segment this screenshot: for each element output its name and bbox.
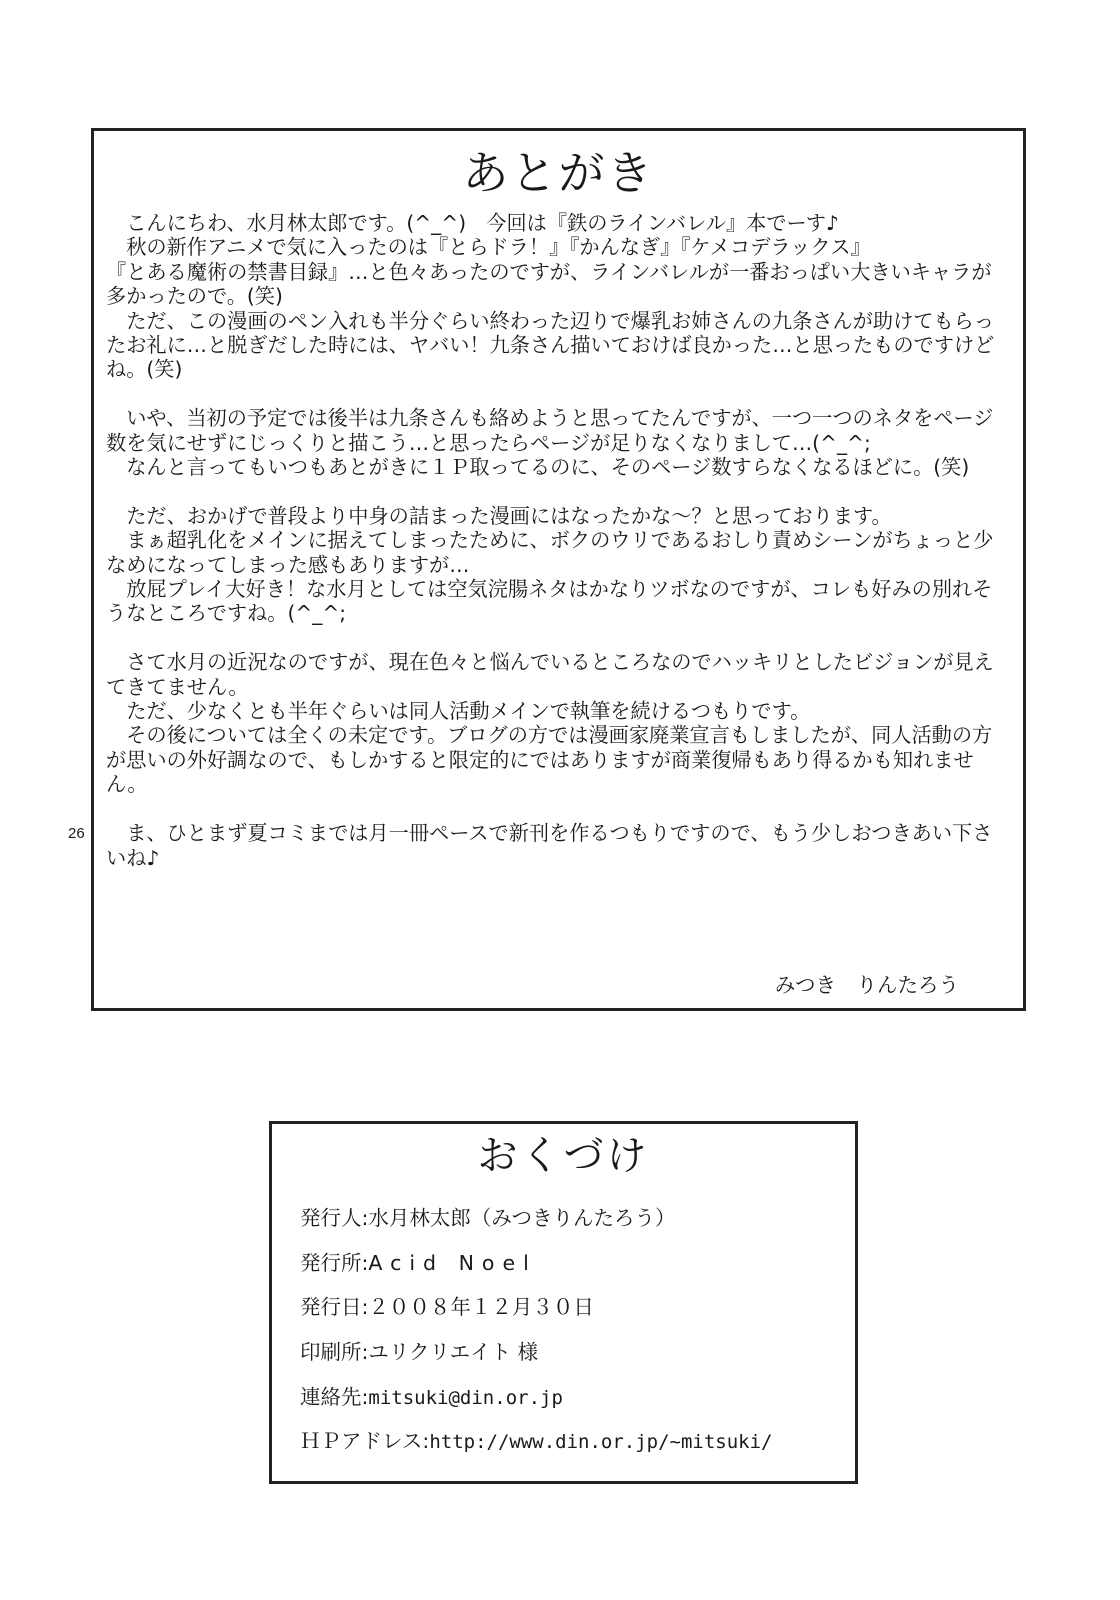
afterword-paragraph: なんと言ってもいつもあとがきに１Ｐ取ってるのに、そのページ数すらなくなるほどに。(笑) [126,455,970,480]
colophon-value: Acid Noel [368,1250,537,1275]
colophon-separator: : [361,1340,369,1365]
afterword-paragraph: ただ、おかげで普段より中身の詰まった漫画にはなったかな～？と思っております。 [126,503,892,528]
colophon-row-publisher [300,1206,845,1251]
colophon-label: 発行所 [300,1250,362,1275]
paragraph-gap [106,479,1011,503]
afterword-paragraph: こんにちわ、水月林太郎です。(^_^) 今回は『鉄のラインバレル』本でーす♪ [126,211,839,235]
contact-email: mitsuki@din.or.jp [368,1386,563,1409]
colophon-value: ２００８年１２月３０日 [368,1295,594,1320]
colophon-separator: : [361,1295,369,1320]
colophon-separator: : [361,1206,369,1230]
colophon-label: 発行日 [300,1295,362,1320]
colophon-label: 発行人 [300,1206,362,1230]
afterword-body [106,211,1011,870]
afterword-paragraph: さて水月の近況なのですが、現在色々と悩んでいるところなのでハッキリとしたビジョンが見えてきてません。 [106,650,994,699]
afterword-paragraph: ただ、この漫画のペン入れも半分ぐらい終わった辺りで爆乳お姉さんの九条さんが助けてもらったお礼に…と脱ぎだした時には、ヤバい！九条さん描いておけば良かった…と思ったものですけどね。(笑) [106,308,995,382]
afterword-paragraph: 秋の新作アニメで気に入ったのは『とらドラ！』『かんなぎ』『ケメコデラックス』 『とある魔術の禁書目録』…と色々あったのですが、ラインバレルが一番おっぱい大きいキャラが多かったので。(笑) [106,235,992,309]
paragraph-gap [106,797,1011,821]
author-signature: みつき りんたろう [774,973,959,997]
colophon-row-contact [300,1385,845,1430]
page-number: 26 [68,825,85,842]
colophon-row-publish-date [300,1295,845,1340]
colophon-row-homepage [300,1429,845,1474]
afterword-paragraph: ま、ひとまず夏コミまでは月一冊ペースで新刊を作るつもりですので、もう少しおつきあい下さいね♪ [106,821,993,870]
colophon-value: 水月林太郎（みつきりんたろう） [368,1206,676,1230]
afterword-paragraph: まぁ超乳化をメインに据えてしまったために、ボクのウリであるおしり責めシーンがちょっと少なめになってしまった感もありますが… [106,528,994,577]
homepage-url: http://www.din.or.jp/~mitsuki/ [429,1431,773,1454]
colophon-label: 印刷所 [300,1340,362,1365]
paragraph-gap [106,382,1011,406]
colophon-separator: : [422,1429,430,1454]
colophon-row-printer [300,1340,845,1385]
afterword-section [91,128,1026,1011]
colophon-label: 連絡先 [300,1384,362,1409]
afterword-title: あとがき [462,146,655,200]
colophon-row-publishing-house [300,1251,845,1296]
colophon-title: おくづけ [477,1133,650,1179]
paragraph-gap [106,626,1011,650]
colophon-separator: : [361,1384,369,1409]
colophon-separator: : [361,1250,369,1275]
afterword-paragraph: 放屁プレイ大好き！な水月としては空気浣腸ネタはかなりツボなのですが、コレも好みの別れそうなところですね。(^_^; [106,577,993,626]
afterword-paragraph: その後については全くの未定です。ブログの方では漫画家廃業宣言もしましたが、同人活動の方が思いの外好調なので、もしかすると限定的にではありますが商業復帰もあり得るかも知れません。 [106,723,993,797]
afterword-paragraph: ただ、少なくとも半年ぐらいは同人活動メインで執筆を続けるつもりです。 [126,699,811,724]
colophon-label: ＨＰアドレス [300,1429,423,1454]
afterword-paragraph: いや、当初の予定では後半は九条さんも絡めようと思ってたんですが、一つ一つのネタをページ数を気にせずにじっくりと描こう…と思ったらページが足りなくなりまして…(^_^; [106,406,994,455]
colophon-rows [300,1206,845,1474]
colophon-value: ユリクリエイト 様 [368,1340,539,1365]
colophon-section [269,1121,858,1484]
